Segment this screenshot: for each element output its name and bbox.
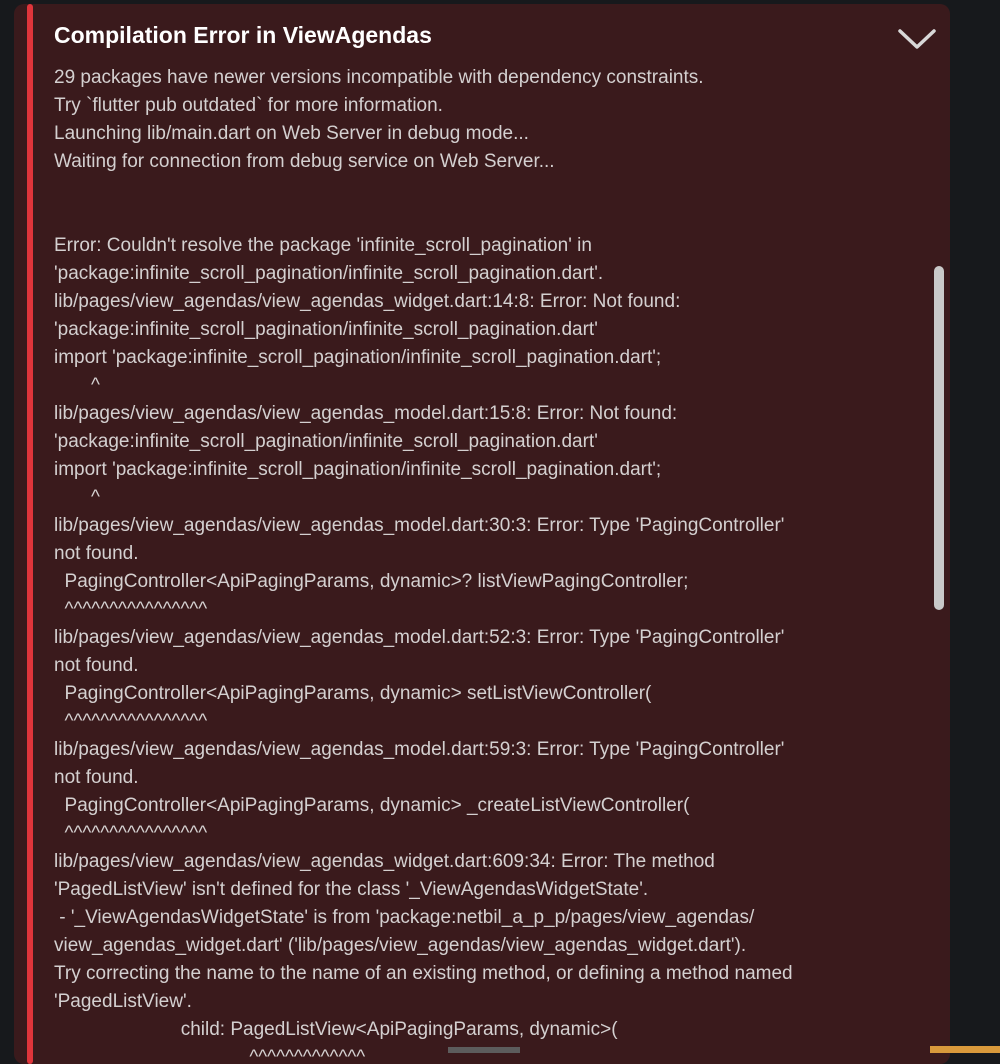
log-line: Try correcting the name to the name of an existing method, or defining a method named xyxy=(54,963,793,984)
log-line: import 'package:infinite_scroll_pagination/infinite_scroll_pagination.dart'; xyxy=(54,459,662,480)
log-line: ^ xyxy=(54,487,100,508)
log-line: Waiting for connection from debug service on Web Server... xyxy=(54,151,555,172)
log-line: lib/pages/view_agendas/view_agendas_model.dart:52:3: Error: Type 'PagingController' xyxy=(54,627,785,648)
collapse-button[interactable] xyxy=(896,24,938,54)
log-line: ^ xyxy=(54,375,100,396)
log-line: lib/pages/view_agendas/view_agendas_widget.dart:609:34: Error: The method xyxy=(54,851,715,872)
log-line: ^^^^^^^^^^^^^^^^ xyxy=(54,711,208,732)
log-line: 'package:infinite_scroll_pagination/infinite_scroll_pagination.dart' xyxy=(54,431,598,452)
log-line: ^^^^^^^^^^^^^ xyxy=(54,1047,366,1064)
log-line: not found. xyxy=(54,543,139,564)
log-line: child: PagedListView<ApiPagingParams, dynamic>( xyxy=(54,1019,618,1040)
log-line: ^^^^^^^^^^^^^^^^ xyxy=(54,599,208,620)
log-line: Error: Couldn't resolve the package 'infinite_scroll_pagination' in xyxy=(54,235,592,256)
log-line: not found. xyxy=(54,767,139,788)
compilation-error-panel xyxy=(14,4,950,1064)
log-line: 'PagedListView' isn't defined for the class '_ViewAgendasWidgetState'. xyxy=(54,879,649,900)
log-line: lib/pages/view_agendas/view_agendas_widget.dart:14:8: Error: Not found: xyxy=(54,291,681,312)
log-line: - '_ViewAgendasWidgetState' is from 'package:netbil_a_p_p/pages/view_agendas/ xyxy=(54,907,755,928)
status-indicator xyxy=(930,1046,1000,1053)
log-line: PagingController<ApiPagingParams, dynamic> setListViewController( xyxy=(54,683,652,704)
log-line: lib/pages/view_agendas/view_agendas_model.dart:30:3: Error: Type 'PagingController' xyxy=(54,515,785,536)
log-line xyxy=(54,176,924,204)
chevron-down-icon xyxy=(896,24,938,54)
vertical-scrollbar-thumb[interactable] xyxy=(934,266,944,610)
log-line: view_agendas_widget.dart' ('lib/pages/view_agendas/view_agendas_widget.dart'). xyxy=(54,935,747,956)
log-line: import 'package:infinite_scroll_pagination/infinite_scroll_pagination.dart'; xyxy=(54,347,662,368)
log-line: not found. xyxy=(54,655,139,676)
log-line: 'package:infinite_scroll_pagination/infinite_scroll_pagination.dart' xyxy=(54,319,598,340)
log-line: ^^^^^^^^^^^^^^^^ xyxy=(54,823,208,844)
log-line: PagingController<ApiPagingParams, dynamic>? listViewPagingController; xyxy=(54,571,689,592)
log-line: 29 packages have newer versions incompatible with dependency constraints. xyxy=(54,67,704,88)
log-line: lib/pages/view_agendas/view_agendas_model.dart:15:8: Error: Not found: xyxy=(54,403,678,424)
log-line: Launching lib/main.dart on Web Server in debug mode... xyxy=(54,123,529,144)
error-title: Compilation Error in ViewAgendas xyxy=(54,22,432,48)
error-accent-bar xyxy=(27,4,33,1064)
log-line: Try `flutter pub outdated` for more information. xyxy=(54,95,443,116)
horizontal-scrollbar-thumb[interactable] xyxy=(448,1047,520,1053)
log-line: lib/pages/view_agendas/view_agendas_model.dart:59:3: Error: Type 'PagingController' xyxy=(54,739,785,760)
log-line: PagingController<ApiPagingParams, dynamic> _createListViewController( xyxy=(54,795,690,816)
log-line: 'package:infinite_scroll_pagination/infinite_scroll_pagination.dart'. xyxy=(54,263,604,284)
log-line xyxy=(54,204,924,232)
log-line: 'PagedListView'. xyxy=(54,991,192,1012)
error-log xyxy=(54,64,924,1064)
